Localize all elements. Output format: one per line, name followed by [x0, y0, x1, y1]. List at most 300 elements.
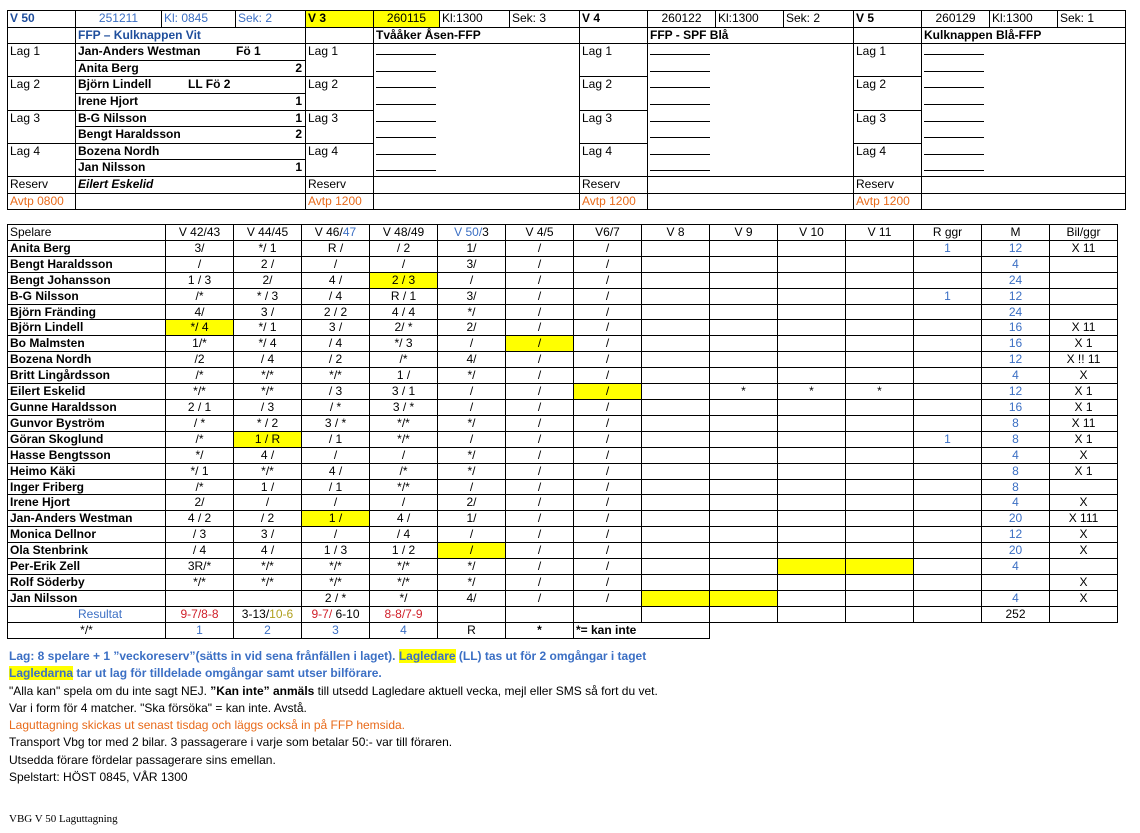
player-slot: [374, 110, 580, 127]
match-date: 260122: [648, 11, 716, 28]
week-cell: */*: [370, 431, 438, 447]
blank-line: [376, 70, 436, 72]
week-cell: [710, 304, 778, 320]
week-cell: /: [574, 320, 642, 336]
blank-line: [924, 120, 984, 122]
blank-line: [924, 153, 984, 155]
week-cell: /: [506, 463, 574, 479]
player-name-text: Irene Hjort: [78, 93, 139, 108]
week-cell: */: [438, 368, 506, 384]
week-cell: /: [574, 384, 642, 400]
week-cell: 3 / *: [370, 399, 438, 415]
week-cell: /*: [166, 479, 234, 495]
week-cell: [846, 447, 914, 463]
week-cell: */*: [370, 479, 438, 495]
player-slot: [922, 44, 1126, 61]
week-cell: 1 / R: [234, 431, 302, 447]
week-cell: 3 / 1: [370, 384, 438, 400]
match-name: Kulknappen Blå-FFP: [922, 27, 1126, 44]
player-count: 2: [295, 127, 302, 142]
week-cell: [642, 527, 710, 543]
week-cell: [846, 352, 914, 368]
week-cell: [914, 463, 982, 479]
week-cell: /: [506, 479, 574, 495]
week-cell: 24: [982, 304, 1050, 320]
week-cell: */*: [234, 368, 302, 384]
week-cell: 4 /: [302, 272, 370, 288]
week-cell: [642, 336, 710, 352]
resultat-part: 3-13/: [241, 606, 270, 621]
player-name-text: Jan-Anders Westman: [78, 44, 201, 59]
lag-label: Lag 2: [306, 77, 374, 110]
week-cell: / 3: [166, 527, 234, 543]
week-cell: [710, 320, 778, 336]
player-name: Björn Fränding: [8, 304, 166, 320]
lag-label: Lag 2: [580, 77, 648, 110]
player-slot: [374, 77, 580, 94]
avtp-label: Avtp 1200: [854, 193, 922, 210]
avtp-slot: [76, 193, 306, 210]
week-cell: 2 / *: [302, 590, 370, 606]
reserv-label: Reserv: [854, 176, 922, 193]
match-sek: Sek: 2: [236, 11, 306, 28]
week-cell: [778, 447, 846, 463]
week-cell: /: [574, 511, 642, 527]
week-cell: [846, 559, 914, 575]
lag-label: Lag 3: [8, 110, 76, 143]
blank-line: [650, 169, 710, 171]
blank-line: [650, 153, 710, 155]
week-cell: [642, 240, 710, 256]
week-cell: *: [846, 384, 914, 400]
lag-label: Lag 4: [8, 143, 76, 176]
week-cell: 1 /: [234, 479, 302, 495]
header-col: Bil/ggr: [1050, 225, 1118, 241]
week-cell: [846, 368, 914, 384]
week-cell: * / 3: [234, 288, 302, 304]
week-cell: [642, 368, 710, 384]
resultat-empty: [574, 606, 642, 622]
hdr-part: 3: [482, 225, 489, 239]
week-cell: [642, 399, 710, 415]
week-cell: 2 / 2: [302, 304, 370, 320]
resultat-empty: [642, 606, 710, 622]
week-cell: / 2: [370, 240, 438, 256]
player-slot: [648, 77, 854, 94]
lag-label: Lag 1: [306, 44, 374, 77]
total-m: 252: [982, 606, 1050, 622]
player-name: Monica Dellnor: [8, 527, 166, 543]
header-col: V 8: [642, 225, 710, 241]
resultat-part: 9-7/: [311, 606, 333, 621]
week-cell: */: [438, 304, 506, 320]
legend-number: 1: [166, 622, 234, 638]
week-cell: */ 1: [166, 463, 234, 479]
week-cell: [982, 574, 1050, 590]
week-cell: [710, 240, 778, 256]
week-cell: [710, 336, 778, 352]
week-cell: 4: [982, 368, 1050, 384]
match-date: 260115: [374, 11, 440, 28]
week-cell: 12: [982, 527, 1050, 543]
week-cell: [778, 590, 846, 606]
week-cell: /: [574, 479, 642, 495]
player-slot: [648, 110, 854, 127]
team-row: [8, 93, 1126, 110]
match-time: Kl:1300: [990, 11, 1058, 28]
player-row: [8, 463, 1118, 479]
week-cell: */: [438, 415, 506, 431]
player-row: [8, 368, 1118, 384]
legend-row: [8, 622, 1118, 638]
week-cell: [778, 543, 846, 559]
week-cell: */*: [234, 574, 302, 590]
week-cell: [914, 527, 982, 543]
week-cell: X: [1050, 447, 1118, 463]
week-cell: / 4: [166, 543, 234, 559]
week-cell: *: [710, 384, 778, 400]
week-cell: [642, 447, 710, 463]
match-sek: Sek: 2: [784, 11, 854, 28]
avtp-label: Avtp 1200: [306, 193, 374, 210]
week-cell: /: [506, 559, 574, 575]
week-cell: [914, 256, 982, 272]
player-name: [76, 77, 306, 94]
week-label: V 4: [580, 11, 648, 28]
header-week: [302, 225, 370, 241]
resultat-label: [8, 606, 166, 622]
week-cell: 4/: [438, 590, 506, 606]
header-spelare: Spelare: [8, 225, 166, 241]
week-cell: 1 / 3: [302, 543, 370, 559]
header-col: V 9: [710, 225, 778, 241]
week-cell: 4/: [166, 304, 234, 320]
week-cell: X !! 11: [1050, 352, 1118, 368]
avtp-slot: [648, 193, 854, 210]
week-cell: */*: [370, 415, 438, 431]
week-cell: [778, 288, 846, 304]
player-row: [8, 447, 1118, 463]
week-cell: 3 /: [234, 527, 302, 543]
week-cell: [914, 415, 982, 431]
header-week: V 44/45: [234, 225, 302, 241]
week-cell: [1050, 256, 1118, 272]
week-cell: [1050, 288, 1118, 304]
week-cell: /: [302, 527, 370, 543]
resultat-cell: [302, 606, 370, 622]
week-cell: */ 4: [234, 336, 302, 352]
player-name: [76, 44, 306, 61]
week-cell: 8: [982, 431, 1050, 447]
blank-line: [924, 53, 984, 55]
week-header-row: [8, 11, 1126, 28]
player-name: Heimo Käki: [8, 463, 166, 479]
blank-line: [376, 136, 436, 138]
week-cell: */*: [234, 384, 302, 400]
team-row: [8, 143, 1126, 160]
page-footer: VBG V 50 Laguttagning: [9, 813, 118, 825]
week-cell: 4: [982, 495, 1050, 511]
week-cell: [846, 320, 914, 336]
week-cell: [710, 559, 778, 575]
week-cell: 1: [914, 431, 982, 447]
week-cell: /: [302, 447, 370, 463]
lag-label: Lag 1: [854, 44, 922, 77]
week-cell: /: [574, 447, 642, 463]
match-time: Kl:1300: [716, 11, 784, 28]
week-cell: [846, 479, 914, 495]
week-cell: /: [506, 384, 574, 400]
week-cell: [642, 431, 710, 447]
resultat-empty: [710, 606, 778, 622]
week-cell: /: [506, 574, 574, 590]
rules-notes: [9, 648, 1129, 786]
week-cell: */ 3: [370, 336, 438, 352]
note-alla-kan: "Alla kan" spela om du inte sagt NEJ. ”Kan inte” anmäls till utsedd Lagledare aktuell vecka, mejl eller SMS så fort du vet.: [9, 683, 658, 698]
player-slot: [374, 60, 580, 77]
week-cell: /: [574, 415, 642, 431]
week-cell: /: [506, 495, 574, 511]
week-cell: /: [506, 415, 574, 431]
week-cell: 2/: [438, 495, 506, 511]
week-cell: */*: [302, 559, 370, 575]
week-cell: [778, 272, 846, 288]
player-name: Rolf Söderby: [8, 574, 166, 590]
week-cell: 20: [982, 511, 1050, 527]
week-cell: [846, 543, 914, 559]
note-lagledarna: Lagledarna tar ut lag för tilldelade omgångar samt utser bilförare.: [9, 666, 382, 681]
week-cell: 24: [982, 272, 1050, 288]
week-cell: X 1: [1050, 384, 1118, 400]
week-cell: [846, 495, 914, 511]
week-cell: [846, 304, 914, 320]
lag-label: Lag 3: [580, 110, 648, 143]
player-slot: [922, 143, 1126, 160]
week-cell: [642, 511, 710, 527]
week-cell: /: [438, 399, 506, 415]
match-date: 251211: [76, 11, 162, 28]
week-cell: /: [506, 256, 574, 272]
player-name-text: Anita Berg: [78, 60, 139, 75]
week-cell: X 11: [1050, 415, 1118, 431]
week-cell: 20: [982, 543, 1050, 559]
week-cell: 2 / 3: [370, 272, 438, 288]
resultat-empty: [778, 606, 846, 622]
week-cell: /: [574, 336, 642, 352]
blank-line: [924, 136, 984, 138]
week-cell: [914, 304, 982, 320]
hdr-part: 47: [342, 225, 357, 239]
week-cell: / 2: [234, 511, 302, 527]
week-cell: [710, 463, 778, 479]
resultat-cell: [166, 606, 234, 622]
week-cell: 1/*: [166, 336, 234, 352]
player-name: Bengt Haraldsson: [8, 256, 166, 272]
match-row: [8, 27, 1126, 44]
week-cell: [642, 543, 710, 559]
player-row: [8, 336, 1118, 352]
resultat-empty: [506, 606, 574, 622]
player-name: Irene Hjort: [8, 495, 166, 511]
week-cell: /: [506, 304, 574, 320]
week-cell: /: [506, 272, 574, 288]
player-name: Jan Nilsson: [8, 590, 166, 606]
player-slot: [648, 60, 854, 77]
team-row: [8, 44, 1126, 61]
week-cell: /: [574, 288, 642, 304]
week-cell: 8: [982, 463, 1050, 479]
blank-line: [650, 70, 710, 72]
lag-label: Lag 3: [306, 110, 374, 143]
player-name: [76, 93, 306, 110]
week-cell: 4 /: [302, 463, 370, 479]
week-cell: [710, 590, 778, 606]
player-name: Göran Skoglund: [8, 431, 166, 447]
week-cell: X: [1050, 543, 1118, 559]
lag-label: Lag 2: [8, 77, 76, 110]
week-cell: */ 1: [234, 240, 302, 256]
week-cell: [642, 495, 710, 511]
avtp-slot: [374, 193, 580, 210]
player-name-text: B-G Nilsson: [78, 110, 147, 125]
player-slot: [374, 143, 580, 160]
player-name: [76, 127, 306, 144]
week-cell: 4: [982, 256, 1050, 272]
week-cell: [710, 495, 778, 511]
player-slot: [922, 127, 1126, 144]
week-cell: 3 / *: [302, 415, 370, 431]
week-cell: /*: [166, 288, 234, 304]
blank-line: [924, 169, 984, 171]
avtp-label: Avtp 0800: [8, 193, 76, 210]
week-cell: /: [574, 272, 642, 288]
week-cell: /: [574, 559, 642, 575]
match-name: Tvååker Åsen-FFP: [374, 27, 580, 44]
player-row: [8, 384, 1118, 400]
player-name: Bengt Johansson: [8, 272, 166, 288]
player-name: Björn Lindell: [8, 320, 166, 336]
week-cell: [778, 511, 846, 527]
week-cell: 3/: [438, 288, 506, 304]
week-cell: [778, 240, 846, 256]
note-spelstart: Spelstart: HÖST 0845, VÅR 1300: [9, 770, 188, 785]
week-cell: [642, 590, 710, 606]
week-cell: R / 1: [370, 288, 438, 304]
week-cell: /: [574, 240, 642, 256]
week-cell: [710, 368, 778, 384]
week-cell: 1: [914, 240, 982, 256]
week-cell: [1050, 272, 1118, 288]
week-cell: 4 / 4: [370, 304, 438, 320]
match-sek: Sek: 1: [1058, 11, 1126, 28]
player-row: [8, 320, 1118, 336]
week-cell: 3/: [438, 256, 506, 272]
week-cell: /: [438, 431, 506, 447]
blank-line: [924, 86, 984, 88]
lag-label: Lag 2: [854, 77, 922, 110]
header-col: M: [982, 225, 1050, 241]
week-cell: [914, 590, 982, 606]
week-cell: / *: [166, 415, 234, 431]
week-cell: /*: [370, 463, 438, 479]
avtp-label: Avtp 1200: [580, 193, 648, 210]
player-name: Ola Stenbrink: [8, 543, 166, 559]
week-cell: 1: [914, 288, 982, 304]
week-cell: [846, 511, 914, 527]
week-cell: 4 /: [234, 447, 302, 463]
week-cell: /: [506, 543, 574, 559]
week-cell: [710, 256, 778, 272]
player-slot: [922, 60, 1126, 77]
week-cell: [778, 336, 846, 352]
blank-line: [650, 86, 710, 88]
note-form: Var i form för 4 matcher. "Ska försöka" = kan inte. Avstå.: [9, 700, 307, 715]
week-cell: */*: [166, 574, 234, 590]
player-slot: [648, 127, 854, 144]
week-cell: 4: [982, 447, 1050, 463]
player-row: [8, 479, 1118, 495]
player-count: 1: [295, 110, 302, 125]
match-name: FFP - SPF Blå: [648, 27, 854, 44]
week-cell: [1050, 479, 1118, 495]
week-cell: 1 / 3: [166, 272, 234, 288]
week-cell: / 4: [302, 336, 370, 352]
week-cell: *: [778, 384, 846, 400]
player-row: [8, 431, 1118, 447]
week-cell: */*: [370, 574, 438, 590]
week-cell: [778, 352, 846, 368]
week-cell: /: [574, 527, 642, 543]
reserv-label: Reserv: [8, 176, 76, 193]
blank-line: [650, 103, 710, 105]
player-name-text: Bengt Haraldsson: [78, 127, 181, 142]
player-row: [8, 352, 1118, 368]
week-cell: [846, 399, 914, 415]
week-cell: /: [574, 590, 642, 606]
resultat-empty: [1050, 606, 1118, 622]
week-cell: */*: [234, 463, 302, 479]
team-row: [8, 110, 1126, 127]
header-week: V 42/43: [166, 225, 234, 241]
blank-line: [650, 136, 710, 138]
week-cell: [642, 272, 710, 288]
week-cell: / 3: [302, 384, 370, 400]
week-cell: 8: [982, 415, 1050, 431]
week-label: V 5: [854, 11, 922, 28]
player-slot: [374, 44, 580, 61]
lag-label: Lag 1: [580, 44, 648, 77]
week-cell: 16: [982, 399, 1050, 415]
week-cell: /: [574, 431, 642, 447]
week-cell: [642, 384, 710, 400]
header-col: V6/7: [574, 225, 642, 241]
week-cell: 4 /: [234, 543, 302, 559]
week-cell: 4/: [438, 352, 506, 368]
week-cell: [710, 447, 778, 463]
week-cell: [846, 415, 914, 431]
week-cell: * / 2: [234, 415, 302, 431]
week-cell: 4: [982, 590, 1050, 606]
week-cell: /: [506, 288, 574, 304]
player-count: 1: [295, 160, 302, 175]
week-cell: /: [438, 527, 506, 543]
player-slot: [374, 93, 580, 110]
week-cell: [778, 399, 846, 415]
week-cell: [778, 256, 846, 272]
week-cell: /: [506, 240, 574, 256]
week-cell: /: [438, 272, 506, 288]
week-cell: X 1: [1050, 399, 1118, 415]
